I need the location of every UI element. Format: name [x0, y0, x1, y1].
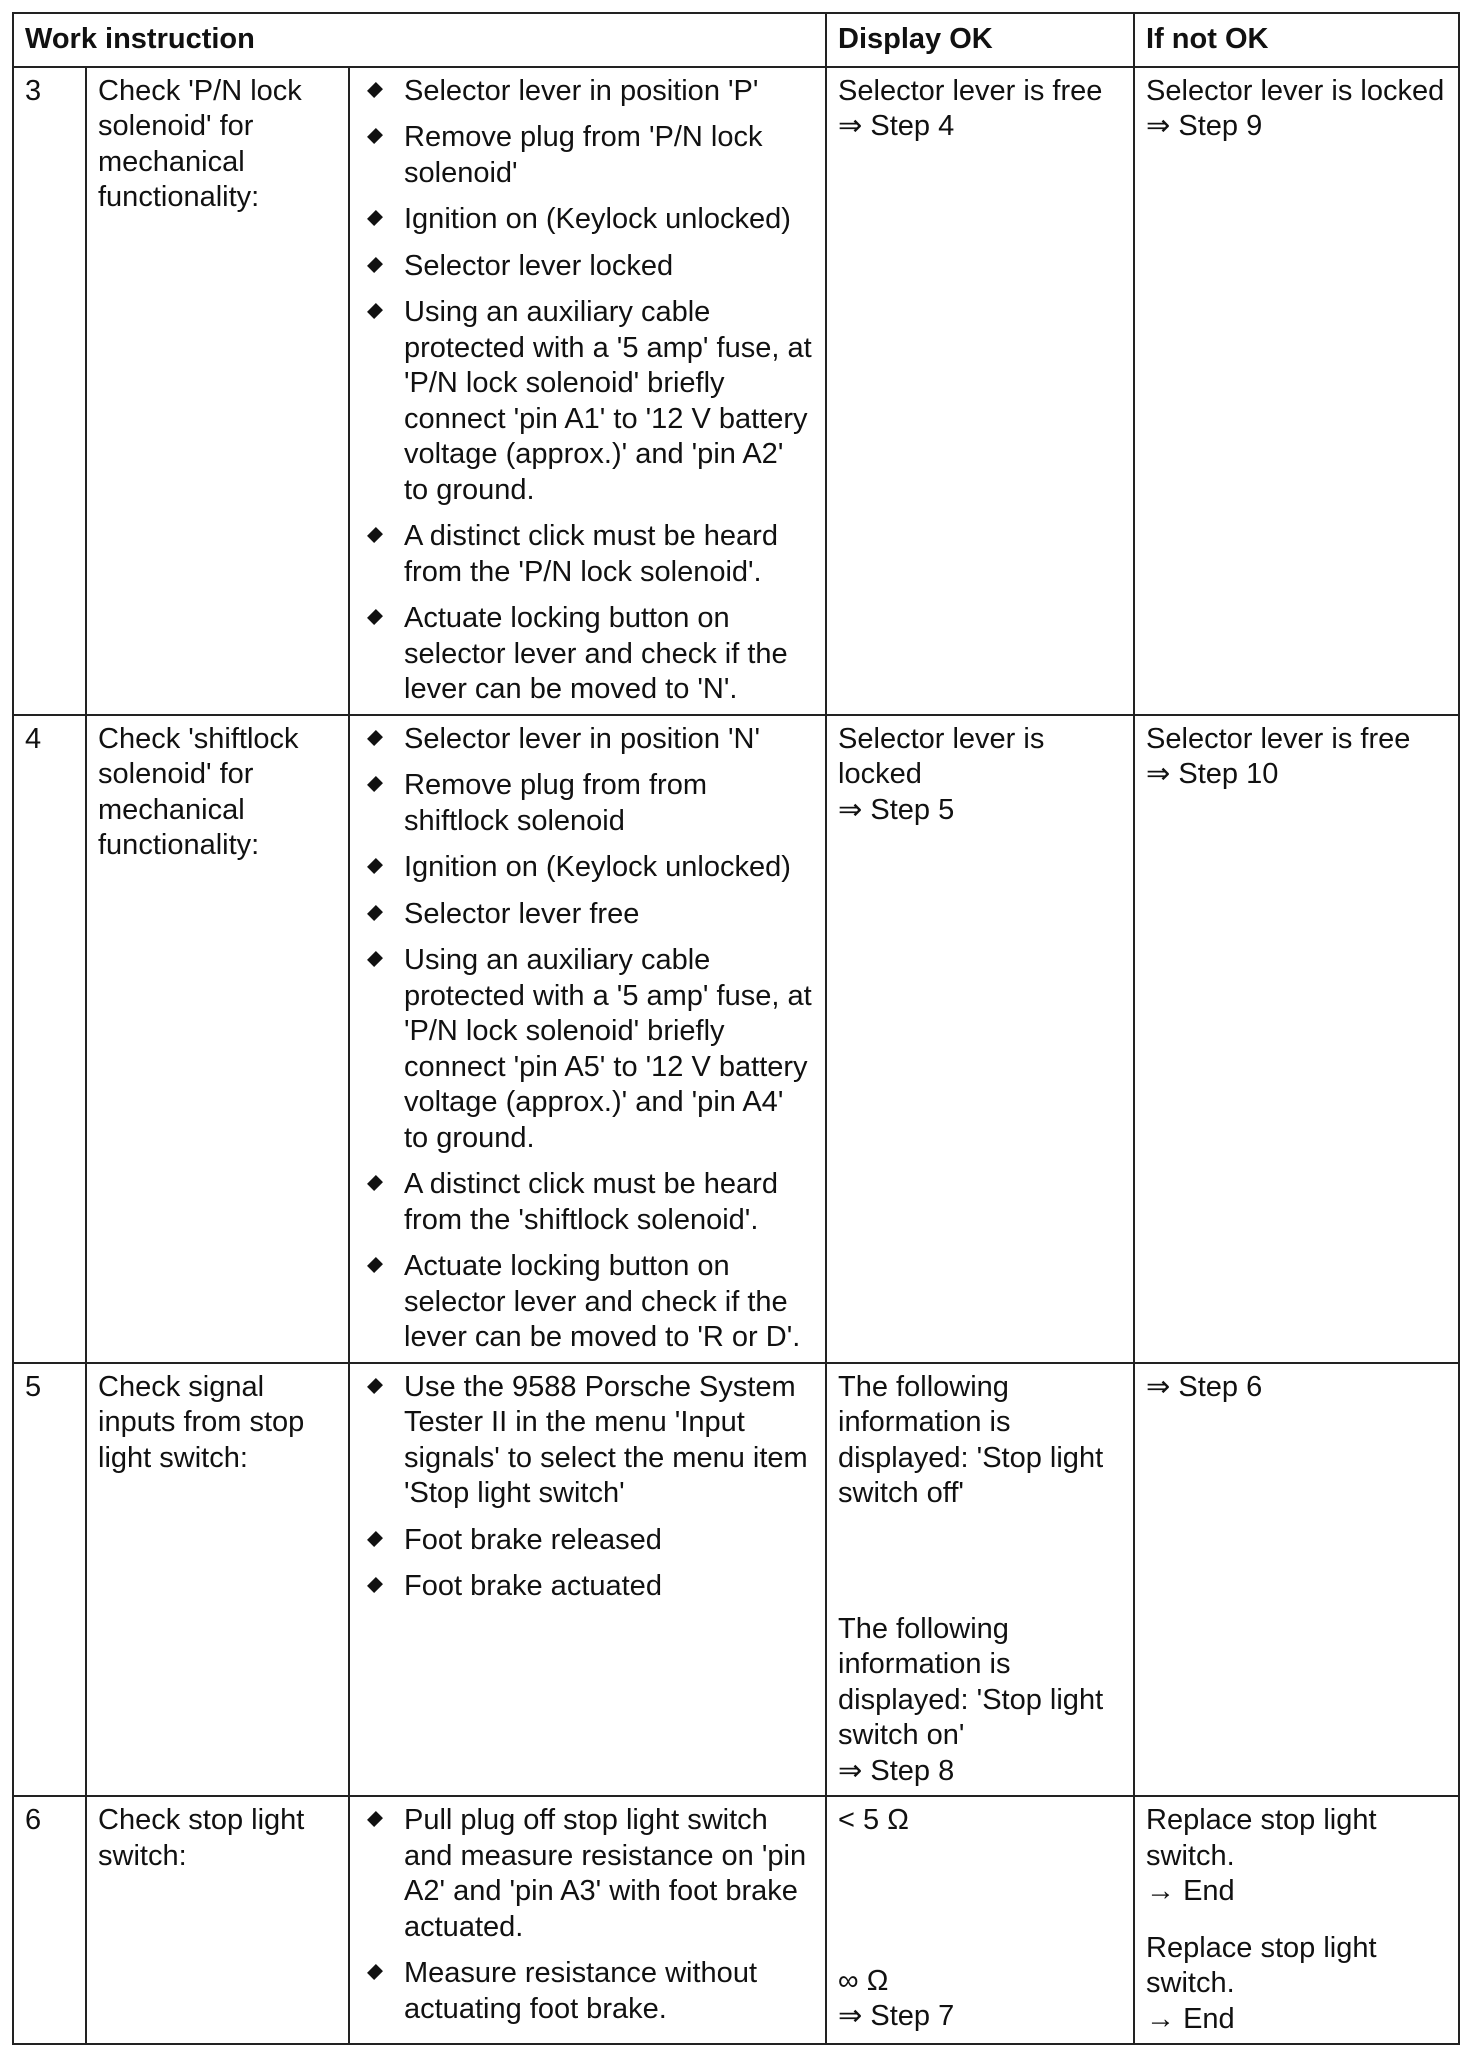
- table-row: [13, 715, 1459, 1363]
- bullet-diamond-icon: [367, 1257, 383, 1273]
- list-item: Remove plug from from shiftlock solenoid: [361, 768, 815, 839]
- bullet-diamond-icon: [367, 1378, 383, 1394]
- list-item: Remove plug from 'P/N lock solenoid': [361, 120, 815, 191]
- bullet-diamond-icon: [367, 1811, 383, 1827]
- step-title: Check 'shiftlock solenoid' for mechanical functionality:: [86, 715, 349, 1363]
- list-item: Actuate locking button on selector lever and check if the lever can be moved to 'N'.: [361, 601, 815, 708]
- instruction-list-cell: [349, 715, 826, 1363]
- display-ok-value: ∞ Ω: [838, 1964, 889, 1997]
- instruction-list: [361, 1803, 815, 2027]
- bullet-diamond-icon: [367, 951, 383, 967]
- if-not-ok-next-step: ⇒ Step 9: [1146, 110, 1263, 142]
- display-ok-next-step: ⇒ Step 4: [838, 110, 955, 142]
- instruction-list: [361, 1370, 815, 1605]
- list-item: Using an auxiliary cable protected with a '5 amp' fuse, at 'P/N lock solenoid' briefly connect 'pin A1' to '12 V battery voltage (approx.)' and 'pin A2' to ground.: [361, 295, 815, 508]
- if-not-ok-text: Replace stop light switch.: [1146, 1931, 1377, 1999]
- bullet-diamond-icon: [367, 527, 383, 543]
- bullet-diamond-icon: [367, 1175, 383, 1191]
- work-instruction-table: [12, 12, 1460, 2045]
- bullet-diamond-icon: [367, 128, 383, 144]
- bullet-diamond-icon: [367, 1577, 383, 1593]
- bullet-diamond-icon: [367, 1964, 383, 1980]
- step-number: 3: [13, 67, 86, 715]
- list-item: Foot brake actuated: [361, 1569, 815, 1605]
- display-ok-next-step: ⇒ Step 7: [838, 2000, 955, 2032]
- table-row: [13, 1796, 1459, 2044]
- list-item: Pull plug off stop light switch and measure resistance on 'pin A2' and 'pin A3' with foot brake actuated.: [361, 1803, 815, 1945]
- header-work-instruction: Work instruction: [13, 13, 826, 67]
- instruction-list-cell: [349, 1796, 826, 2044]
- bullet-diamond-icon: [367, 609, 383, 625]
- display-ok-cell: [826, 67, 1134, 715]
- display-ok-cell: [826, 715, 1134, 1363]
- display-ok-text: Selector lever is free: [838, 74, 1103, 107]
- table-row: [13, 67, 1459, 715]
- header-row: [13, 13, 1459, 67]
- if-not-ok-cell: [1134, 1363, 1459, 1797]
- instruction-list-cell: [349, 67, 826, 715]
- list-item: Foot brake released: [361, 1523, 815, 1559]
- header-if-not-ok: If not OK: [1134, 13, 1459, 67]
- step-title: Check stop light switch:: [86, 1796, 349, 2044]
- list-item: Selector lever in position 'P': [361, 74, 815, 110]
- bullet-diamond-icon: [367, 858, 383, 874]
- table-row: [13, 1363, 1459, 1797]
- display-ok-next-step: ⇒ Step 5: [838, 793, 955, 826]
- bullet-diamond-icon: [367, 82, 383, 98]
- step-title: Check 'P/N lock solenoid' for mechanical functionality:: [86, 67, 349, 715]
- if-not-ok-next-step: → End: [1146, 2002, 1235, 2035]
- bullet-diamond-icon: [367, 1531, 383, 1547]
- list-item: Measure resistance without actuating foot brake.: [361, 1956, 815, 2027]
- bullet-diamond-icon: [367, 730, 383, 746]
- display-ok-cell: [826, 1796, 1134, 2044]
- list-item: Selector lever free: [361, 897, 815, 933]
- header-display-ok: Display OK: [826, 13, 1134, 67]
- if-not-ok-text: Selector lever is locked: [1146, 74, 1445, 107]
- display-ok-next-step: ⇒ Step 8: [838, 1754, 955, 1787]
- list-item: Ignition on (Keylock unlocked): [361, 850, 815, 886]
- instruction-list: [361, 722, 815, 1356]
- if-not-ok-text: Replace stop light switch.: [1146, 1804, 1377, 1872]
- if-not-ok-cell: [1134, 67, 1459, 715]
- list-item: A distinct click must be heard from the 'shiftlock solenoid'.: [361, 1167, 815, 1238]
- step-number: 6: [13, 1796, 86, 2044]
- bullet-diamond-icon: [367, 905, 383, 921]
- display-ok-text: Selector lever is locked: [838, 722, 1045, 790]
- list-item: Using an auxiliary cable protected with a '5 amp' fuse, at 'P/N lock solenoid' briefly connect 'pin A5' to '12 V battery voltage (approx.)' and 'pin A4' to ground.: [361, 943, 815, 1156]
- list-item: Selector lever in position 'N': [361, 722, 815, 758]
- display-ok-cell: [826, 1363, 1134, 1797]
- bullet-diamond-icon: [367, 776, 383, 792]
- if-not-ok-next-step: ⇒ Step 6: [1146, 1370, 1263, 1403]
- instruction-list-cell: [349, 1363, 826, 1797]
- list-item: Ignition on (Keylock unlocked): [361, 202, 815, 238]
- list-item: A distinct click must be heard from the 'P/N lock solenoid'.: [361, 519, 815, 590]
- list-item: Selector lever locked: [361, 249, 815, 285]
- display-ok-text: The following information is displayed: 'Stop light switch on': [838, 1612, 1104, 1751]
- instruction-list: [361, 74, 815, 708]
- list-item: Use the 9588 Porsche System Tester II in the menu 'Input signals' to select the menu item 'Stop light switch': [361, 1370, 815, 1512]
- bullet-diamond-icon: [367, 257, 383, 273]
- step-number: 5: [13, 1363, 86, 1797]
- step-title: Check signal inputs from stop light switch:: [86, 1363, 349, 1797]
- if-not-ok-text: Selector lever is free: [1146, 722, 1411, 755]
- bullet-diamond-icon: [367, 210, 383, 226]
- bullet-diamond-icon: [367, 303, 383, 319]
- step-number: 4: [13, 715, 86, 1363]
- if-not-ok-next-step: → End: [1146, 1875, 1235, 1907]
- display-ok-text: The following information is displayed: 'Stop light switch off': [838, 1370, 1104, 1509]
- list-item: Actuate locking button on selector lever and check if the lever can be moved to 'R or D'.: [361, 1249, 815, 1356]
- display-ok-value: < 5 Ω: [838, 1804, 909, 1836]
- if-not-ok-cell: [1134, 1796, 1459, 2044]
- if-not-ok-next-step: ⇒ Step 10: [1146, 758, 1279, 790]
- if-not-ok-cell: [1134, 715, 1459, 1363]
